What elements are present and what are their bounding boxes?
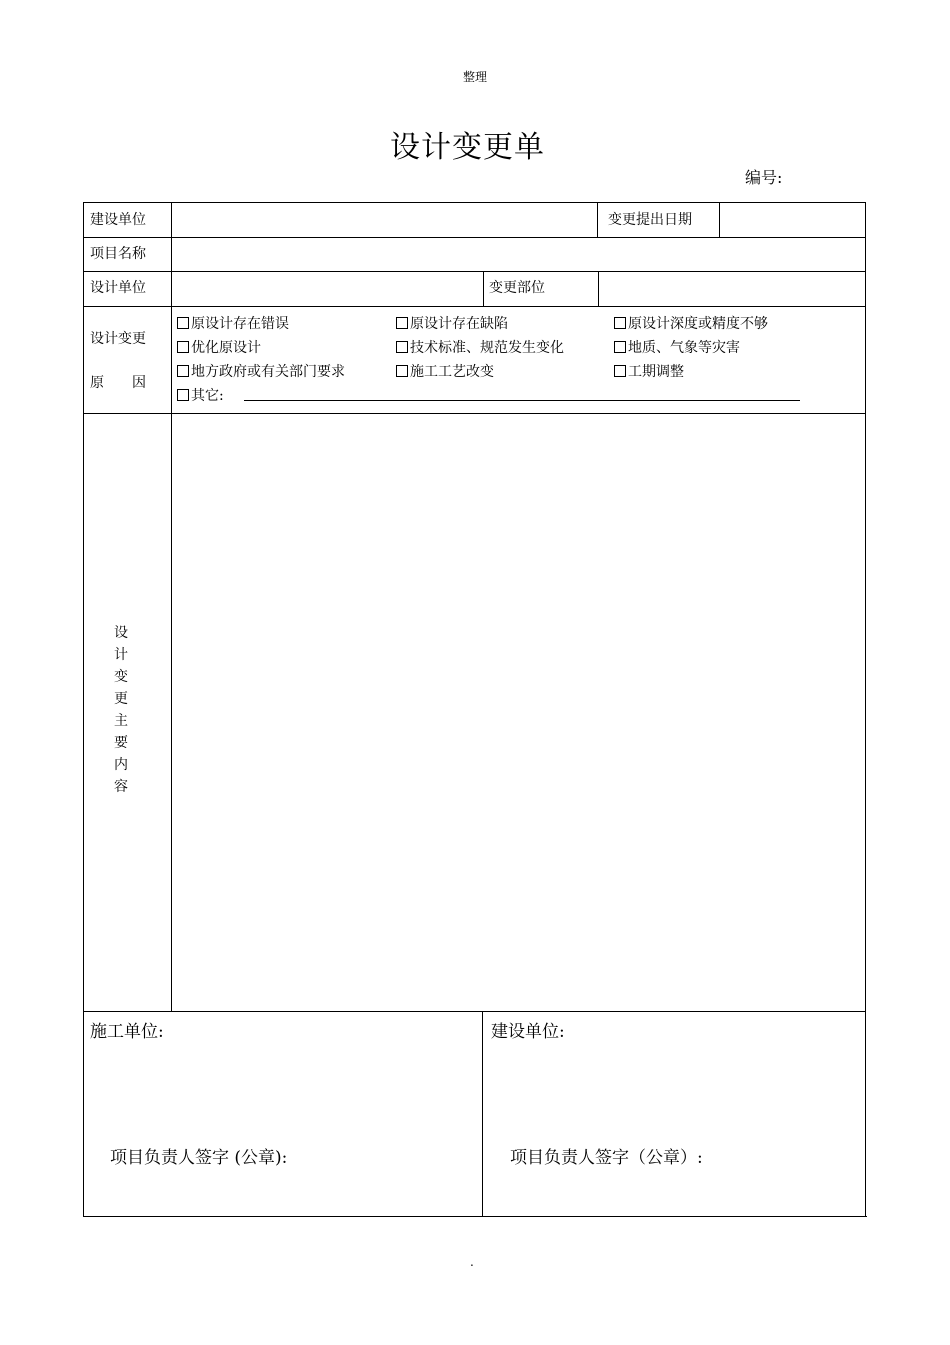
owner-unit-signature-label: 建设单位: xyxy=(491,1022,565,1042)
page-header-note: 整理 xyxy=(462,70,487,84)
reason-option-label: 技术标准、规范发生变化 xyxy=(410,340,564,356)
column-divider xyxy=(597,202,598,237)
column-divider xyxy=(598,271,599,306)
reason-checkbox-option[interactable] xyxy=(396,337,564,357)
contractor-unit-label: 施工单位: xyxy=(90,1022,164,1042)
reason-checkbox-option[interactable] xyxy=(177,361,345,381)
reason-checkbox-option[interactable] xyxy=(614,361,684,381)
reason-checkbox-other[interactable] xyxy=(177,385,224,405)
change-part-label: 变更部位 xyxy=(489,280,545,296)
signature-divider xyxy=(482,1011,483,1217)
main-content-label: 设 计 变 更 主 要 内 容 xyxy=(114,625,128,795)
owner-unit-label: 建设单位 xyxy=(90,212,146,228)
form-border-top xyxy=(83,202,866,203)
reason-checkbox-option[interactable] xyxy=(396,313,508,333)
reason-option-label: 施工工艺改变 xyxy=(410,364,494,380)
form-border-left xyxy=(83,202,84,1217)
checkbox-icon[interactable] xyxy=(396,365,408,377)
checkbox-icon[interactable] xyxy=(396,317,408,329)
row-divider xyxy=(83,1011,866,1012)
change-reason-label: 设计变更 xyxy=(90,331,146,347)
project-name-label: 项目名称 xyxy=(90,246,146,262)
row-divider xyxy=(83,306,866,307)
checkbox-icon[interactable] xyxy=(614,365,626,377)
checkbox-icon[interactable] xyxy=(177,389,189,401)
reason-option-label: 原设计存在错误 xyxy=(191,316,289,332)
reason-checkbox-option[interactable] xyxy=(177,313,289,333)
row-divider xyxy=(83,237,866,238)
reason-option-label: 原设计深度或精度不够 xyxy=(628,316,768,332)
form-border-right xyxy=(865,202,866,1217)
row-divider xyxy=(83,271,866,272)
reason-checkbox-option[interactable] xyxy=(396,361,494,381)
reason-checkbox-option[interactable] xyxy=(177,337,261,357)
checkbox-icon[interactable] xyxy=(177,317,189,329)
main-content-area[interactable] xyxy=(172,414,865,1011)
reason-option-label: 地质、气象等灾害 xyxy=(628,340,740,356)
design-change-form xyxy=(83,202,866,1217)
reason-option-label: 工期调整 xyxy=(628,364,684,380)
other-reason-input-line[interactable] xyxy=(244,400,800,401)
change-date-label: 变更提出日期 xyxy=(608,212,692,228)
owner-sign-label: 项目负责人签字（公章）: xyxy=(510,1148,703,1168)
reason-checkbox-option[interactable] xyxy=(614,337,740,357)
document-number-label: 编号: xyxy=(745,168,783,187)
checkbox-icon[interactable] xyxy=(177,341,189,353)
change-reason-label: 原 因 xyxy=(90,375,146,391)
checkbox-icon[interactable] xyxy=(396,341,408,353)
document-title: 设计变更单 xyxy=(390,130,545,165)
reason-option-label: 原设计存在缺陷 xyxy=(410,316,508,332)
checkbox-icon[interactable] xyxy=(614,317,626,329)
contractor-sign-label: 项目负责人签字 (公章): xyxy=(110,1148,288,1168)
form-border-bottom xyxy=(83,1216,867,1217)
checkbox-icon[interactable] xyxy=(177,365,189,377)
column-divider xyxy=(483,271,484,306)
checkbox-icon[interactable] xyxy=(614,341,626,353)
other-reason-label: 其它: xyxy=(191,388,224,404)
design-unit-label: 设计单位 xyxy=(90,280,146,296)
footer-mark: . xyxy=(470,1255,474,1269)
column-divider xyxy=(719,202,720,237)
reason-option-label: 优化原设计 xyxy=(191,340,261,356)
reason-option-label: 地方政府或有关部门要求 xyxy=(191,364,345,380)
reason-checkbox-option[interactable] xyxy=(614,313,768,333)
